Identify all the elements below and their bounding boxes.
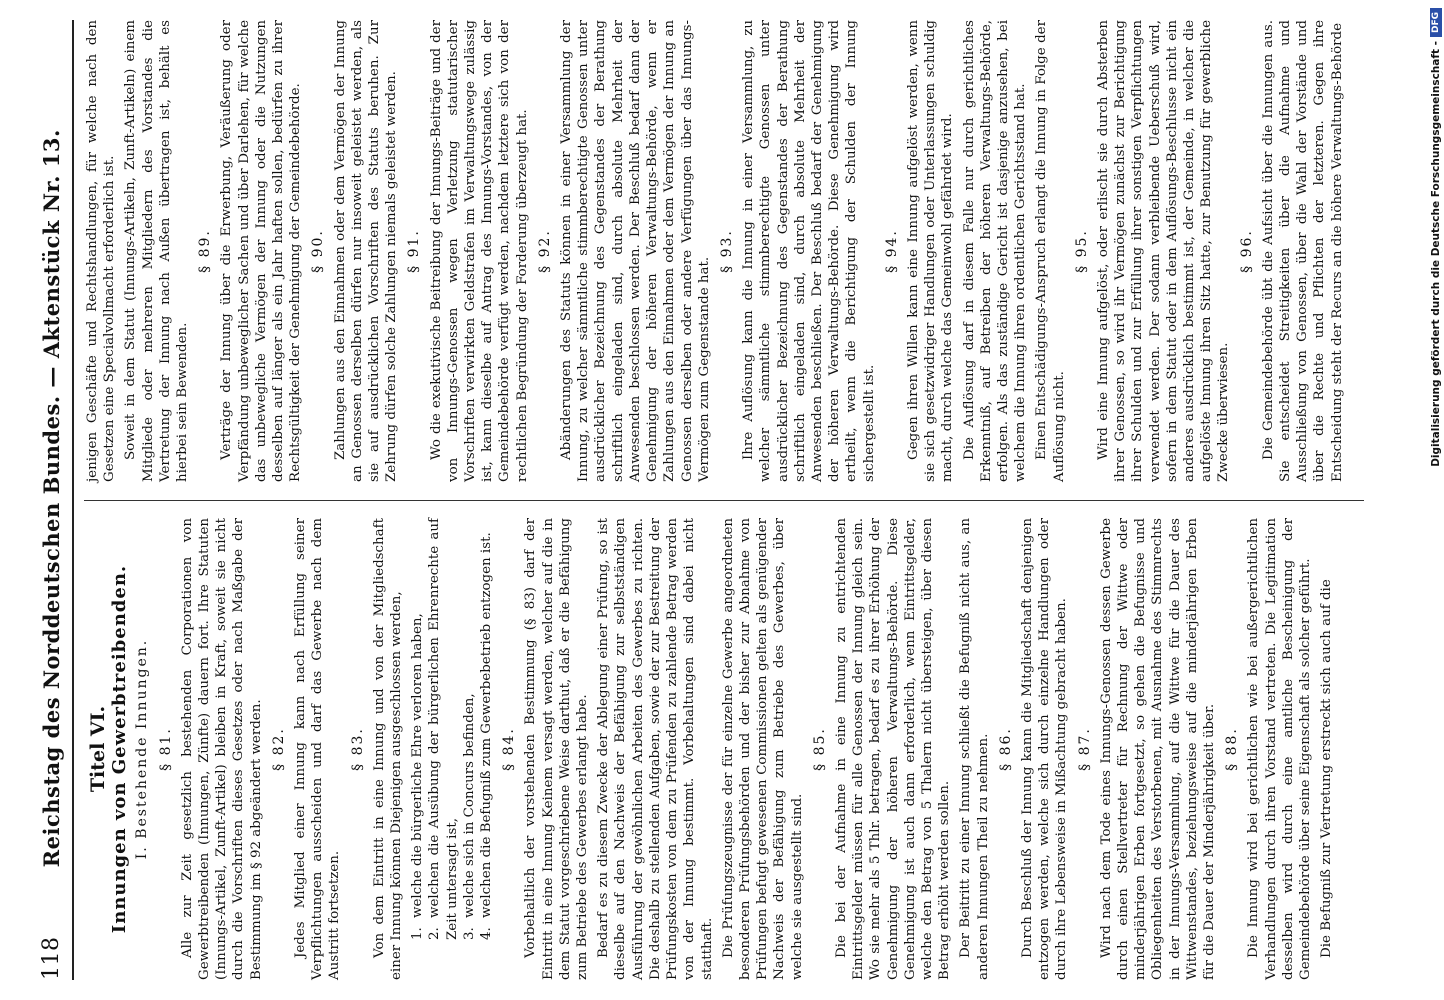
paragraph-93: Ihre Auflösung kann die Innung in einer Versammlung, zu welcher sämmtliche stimmberechtigte Genossen unter ausdrücklicher Bezeichnung des Gegenstandes der Berathung schriftlich eingeladen sind, durch absolute Mehrheit der Anwesenden beschließen. Der Beschluß bedarf der Genehmigung der höheren Verwaltungs-Behörde. Diese Genehmigung wird ertheilt, wenn die Berichtigung der Schulden der Innung sichergestellt ist. bbox=[741, 20, 877, 482]
list-item: 4.welchen die Befugniß zum Gewerbebetrieb entzogen ist. bbox=[479, 532, 495, 940]
paragraph-label-91: § 91. bbox=[406, 229, 423, 273]
paragraph-label-90: § 90. bbox=[310, 229, 327, 273]
list-item: 1.welche die bürgerliche Ehre verloren haben, bbox=[410, 613, 426, 940]
paragraph-label-85: § 85. bbox=[811, 727, 828, 771]
paragraph-94-2: Die Auflösung darf in diesem Falle nur durch gerichtliches Erkenntniß, auf Betreiben der höheren Verwaltungs-Behörde, erfolgen. Als das zuständige Gericht ist dasjenige anzusehen, bei welchem die Innung ihren ordentlichen Gerichtsstand hat. bbox=[961, 20, 1029, 482]
paragraph-88-2: Die Befugniß zur Vertretung erstreckt sich auch auf die bbox=[1319, 579, 1335, 958]
paragraph-92: Abänderungen des Statuts können in einer Versammlung der Innung, zu welcher sämmtliche stimmberechtigte Genossen unter ausdrücklicher Bezeichnung des Gegenstandes der Berathung schriftlich eingeladen sind, durch absolute Mehrheit der Anwesenden beschlossen werden. Der Beschluß bedarf dann der Genehmigung der höheren Verwaltungs-Behörde, wenn er Zahlungen aus den Einnahmen oder dem Vermögen der Innung an Genossen derselben oder andere Verfügungen über das Innungs-Vermögen zum Gegenstande hat. bbox=[559, 20, 712, 482]
left-column bbox=[84, 518, 1374, 980]
paragraph-label-84: § 84. bbox=[501, 727, 518, 771]
paragraph-94-1: Gegen ihren Willen kann eine Innung aufgelöst werden, wenn sie sich gesetzwidriger Handlungen oder Unterlassungen schuldig macht, durch welche das Gemeinwohl gefährdet wird. bbox=[905, 20, 956, 482]
paragraph-label-95: § 95. bbox=[1073, 229, 1090, 273]
paragraph-84-1: Vorbehaltlich der vorstehenden Bestimmung (§ 83) darf der Eintritt in eine Innung Keinem versagt werden, welcher auf die in dem Statut vorgeschriebene Weise darthut, daß er die Befähigung zum Betriebe des Gewerbes erlangt habe. bbox=[523, 518, 591, 980]
paragraph-label-93: § 93. bbox=[718, 229, 735, 273]
paragraph-83: Von dem Eintritt in eine Innung und von der Mitgliedschaft einer Innung können Diejenigen ausgeschlossen werden, bbox=[371, 518, 405, 980]
column-divider bbox=[84, 500, 1364, 501]
paragraph-90: Zahlungen aus den Einnahmen oder dem Vermögen der Innung an Genossen derselben dürfen nur insoweit geleistet werden, als sie auf ausdrücklichen Vorschriften des Statuts beruhen. Zur Zehrung dürfen solche Zahlungen niemals geleistet werden. bbox=[332, 20, 400, 482]
paragraph-85-1: Die bei der Aufnahme in eine Innung zu entrichtenden Eintrittsgelder müssen für alle Genossen der Innung gleich sein. Wo sie mehr als 5 Thlr. betragen, bedarf es zu ihrer Erhöhung der Genehmigung der höheren Verwaltungs-Behörde. Diese Genehmigung ist auch dann erforderlich, wenn Eintrittsgelder, welche den Betrag von 5 Thalern nicht übersteigen, über diesen Betrag erhöht werden sollen. bbox=[833, 518, 953, 980]
paragraph-94-3: Einen Entschädigungs-Anspruch erlangt die Innung in Folge der Auflösung nicht. bbox=[1034, 20, 1067, 482]
notice-text: Digitalisierung gefördert durch die Deutsche Forschungsgemeinschaft - bbox=[1430, 41, 1442, 467]
paragraph-86: Durch Beschluß der Innung kann die Mitgliedschaft denjenigen entzogen werden, welche sich durch einzelne Handlungen oder durch ihre Lebensweise in Mißachtung gebracht haben. bbox=[1019, 518, 1070, 980]
paragraph-label-92: § 92. bbox=[536, 229, 553, 273]
paragraph-label-86: § 86. bbox=[997, 727, 1014, 771]
paragraph-label-83: § 83. bbox=[349, 727, 366, 771]
paragraph-88-continued: jenigen Geschäfte und Rechtshandlungen, für welche nach den Gesetzen eine Specialvollmacht erforderlich ist. bbox=[85, 20, 118, 482]
list-item: 3.welche sich in Concurs befinden, bbox=[461, 693, 477, 940]
paragraph-label-96: § 96. bbox=[1238, 229, 1255, 273]
section-heading: I. Bestehende Innungen. bbox=[134, 638, 151, 860]
paragraph-label-89: § 89. bbox=[197, 229, 214, 273]
paragraph-label-82: § 82. bbox=[270, 727, 287, 771]
paragraph-label-81: § 81. bbox=[157, 727, 174, 771]
paragraph-82: Jedes Mitglied einer Innung kann nach Erfüllung seiner Verpflichtungen ausscheiden und darf das Gewerbe nach dem Austritt fortsetzen. bbox=[293, 518, 343, 980]
paragraph-87: Wird nach dem Tode eines Innungs-Genossen dessen Gewerbe durch einen Stellvertreter für Rechnung der Wittwe oder minderjährigen Erben fortgesetzt, so gehen die Befugnisse und Obliegenheiten des Verstorbenen, mit Ausnahme des Stimmrechts in der Innungs-Versammlung, auf die Wittwe für die Dauer des Wittwenstandes, beziehungsweise auf die minderjährigen Erben für die Dauer der Minderjährigkeit über. bbox=[1098, 518, 1217, 980]
right-column bbox=[84, 20, 1374, 482]
page-header bbox=[30, 20, 74, 980]
page-number: 118 bbox=[38, 936, 64, 980]
paragraph-88-continued-2: Soweit in dem Statut (Innungs-Artikeln, Zunft-Artikeln) einem Mitgliede oder mehreren Mitgliedern des Vorstandes die Vertretung der Innung nach Außen übertragen ist, behält es hierbei sein Bewenden. bbox=[123, 20, 191, 482]
running-title: Reichstag des Norddeutschen Bundes. — Aktenstück Nr. 13. bbox=[38, 129, 64, 868]
title-heading: Titel VI. bbox=[87, 705, 109, 793]
paragraph-85-2: Der Beitritt zu einer Innung schließt die Befugniß nicht aus, an anderen Innungen Theil zu nehmen. bbox=[958, 518, 991, 980]
paragraph-95: Wird eine Innung aufgelöst, oder erlischt sie durch Absterben ihrer Genossen, so wird ihr Vermögen zunächst zur Berichtigung ihrer Schulden und zur Erfüllung ihrer sonstigen Verpflichtungen verwendet werden. Der sodann verbleibende Ueberschuß wird, sofern in dem Statut oder in dem Auflösungs-Beschlusse nicht ein anderes ausdrücklich bestimmt ist, der Gemeinde, in welcher die aufgelöste Innung ihren Sitz hatte, zur Benutzung für gewerbliche Zwecke überwiesen. bbox=[1095, 20, 1232, 482]
paragraph-83-list bbox=[409, 518, 495, 940]
paragraph-label-87: § 87. bbox=[1076, 727, 1093, 771]
paragraph-label-88: § 88. bbox=[1224, 727, 1241, 771]
paragraph-91: Wo die exekutivische Beitreibung der Innungs-Beiträge und der von Innungs-Genossen wegen Verletzung statutarischer Vorschriften verwirkten Geldstrafen im Verwaltungswege zulässig ist, kann dieselbe auf Antrag des Innungs-Vorstandes, von der Gemeindebehörde verfügt werden, nachdem letztere sich von der rechtlichen Begründung der Forderung überzeugt hat. bbox=[428, 20, 530, 482]
digitization-notice bbox=[1412, 8, 1442, 992]
paragraph-89: Verträge der Innung über die Erwerbung, Veräußerung oder Verpfändung unbeweglicher Sachen und über Darlehen, für welche das unbewegliche Vermögen der Innung oder die Nutzungen desselben auf länger als ein Jahr haften sollen, bedürfen zu ihrer Rechtsgültigkeit der Genehmigung der Gemeindebehörde. bbox=[219, 20, 304, 482]
paragraph-label-94: § 94. bbox=[883, 229, 900, 273]
paragraph-81: Alle zur Zeit gesetzlich bestehenden Corporationen von Gewerbtreibenden (Innungen, Zünfte) dauern fort. Ihre Statuten (Innungs-Artikel, Zunft-Artikel) bleiben in Kraft, soweit sie nicht durch die Vorschriften dieses Gesetzes oder nach Maßgabe der Bestimmung im § 92 abgeändert werden. bbox=[179, 518, 264, 980]
paragraph-84-3: Die Prüfungszeugnisse der für einzelne Gewerbe angeordneten besonderen Prüfungsbehörden und der bisher zur Abnahme von Prüfungen befugt gewesenen Commissionen gelten als genügender Nachweis der Befähigung zum Betriebe des Gewerbes, über welche sie ausgestellt sind. bbox=[720, 518, 805, 980]
paragraph-84-2: Bedarf es zu diesem Zwecke der Ablegung einer Prüfung, so ist dieselbe auf den Nachweis der Befähigung zur selbstständigen Ausführung der gewöhnlichen Arbeiten des Gewerbes zu richten. Die deshalb zu stellenden Aufgaben, sowie der zur Bestreitung der Prüfungskosten von dem zu Prüfenden zu zahlende Betrag werden von der Innung bestimmt. Vorbehaltungen sind dabei nicht statthaft. bbox=[596, 518, 715, 980]
dfg-logo-icon: DFG bbox=[1430, 8, 1442, 37]
paragraph-88-1: Die Innung wird bei gerichtlichen wie bei außergerichtlichen Verhandlungen durch ihren Vorstand vertreten. Die Legitimation desselben wird durch eine amtliche Bescheinigung der Gemeindebehörde über seine Eigenschaft als solcher geführt. bbox=[1246, 518, 1313, 980]
paragraph-96: Die Gemeindebehörde übt die Aufsicht über die Innungen aus. Sie entscheidet Streitigkeiten über die Aufnahme und Ausschließung von Genossen, über die Wahl der Vorstände und über die Rechte und Pflichten der letzteren. Gegen ihre Entscheidung steht der Recurs an die höhere Verwaltungs-Behörde bbox=[1260, 20, 1345, 482]
subtitle-heading: Innungen von Gewerbtreibenden. bbox=[109, 564, 131, 934]
document-page bbox=[20, 20, 1380, 980]
list-item: 2.welchen die Ausübung der bürgerlichen Ehrenrechte auf Zeit untersagt ist, bbox=[427, 518, 460, 940]
